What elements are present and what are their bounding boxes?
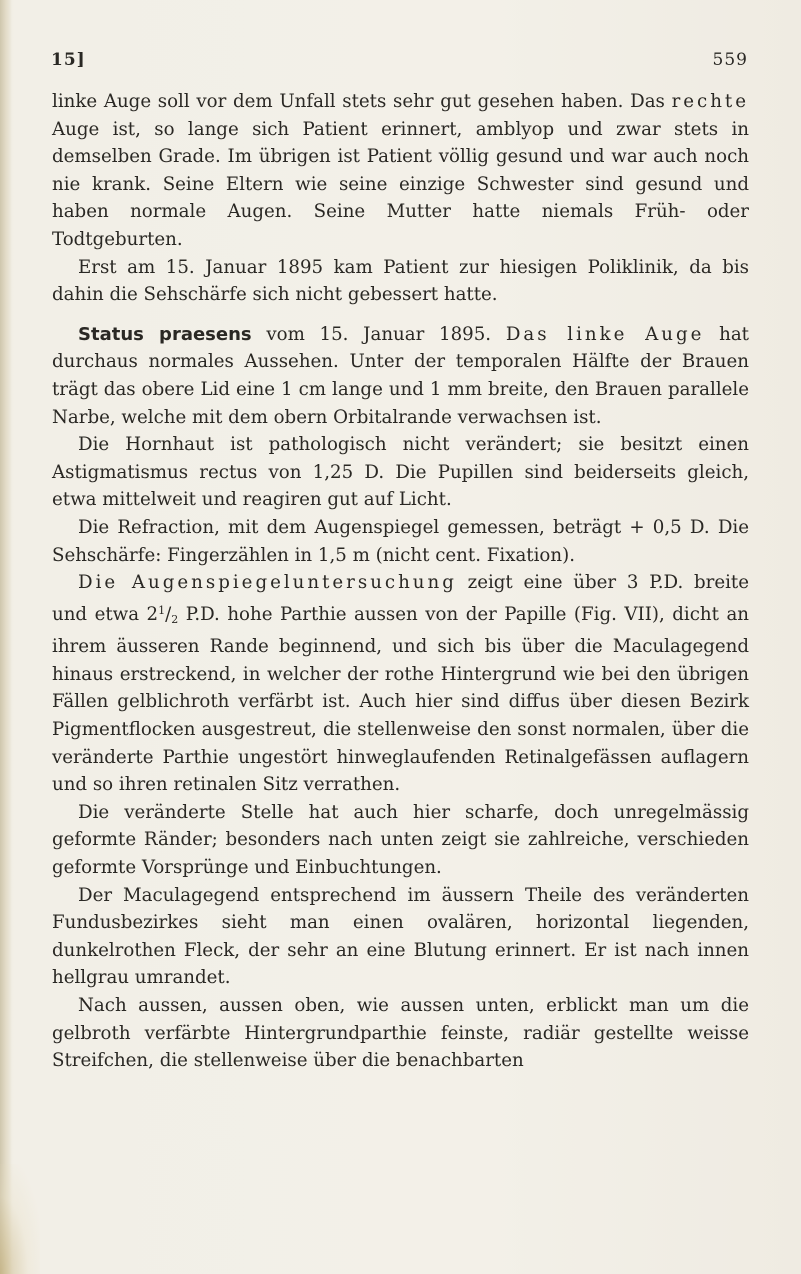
fraction-numerator: 1 <box>158 603 166 617</box>
paragraph-raender: Die veränderte Stelle hat auch hier scharfe, doch unregelmässig geformte Ränder; besonders nach unten zeigt sie zahlreiche, verschieden geformte Vorsprünge und Einbuchtungen. <box>52 801 749 879</box>
paragraph-2: Erst am 15. Januar 1895 kam Patient zur hiesigen Poliklinik, da bis dahin die Sehschärfe sich nicht gebessert hatte. <box>52 256 749 306</box>
spine-shadow <box>0 0 12 1274</box>
paragraph-augenspiegel: Die Augenspiegeluntersuchung zeigt eine über 3 P.D. breite und etwa $2^1/_2$ P.D. hohe Parthie aussen von der Papille (Fig. VII), dicht an ihrem äusseren Rande beginnend, und sich bis über die Maculagegend hinaus erstreckend, in welcher der rothe Hintergrund wie bei den übrigen Fällen gelblichroth verfärbt ist. Auch hier sind diffus über diesen Bezirk Pigmentflocken ausgestreut, die stellenweise den sonst normalen, über die veränderte Parthie ungestört hinweglaufenden Retinalgefässen auflagern und so ihren retinalen Sitz verrathen. <box>52 572 749 796</box>
emphasis-rechte: rechte <box>671 91 749 112</box>
paper-stain <box>0 1164 40 1274</box>
paragraph-status-praesens: Status praesens vom 15. Januar 1895. Das linke Auge hat durchaus normales Aussehen. Unter der temporalen Hälfte der Brauen trägt das obere Lid eine 1 cm lange und 1 mm breite, den Brauen parallele Narbe, welche mit dem obern Orbitalrande verwachsen ist. <box>52 323 749 428</box>
emphasis-augenspiegeluntersuchung: Die Augenspiegeluntersuchung <box>78 572 457 594</box>
paragraph-streifchen: Nach aussen, aussen oben, wie aussen unten, erblickt man um die gelbroth verfärbte Hintergrundparthie feinste, radiär gestellte weisse Streifchen, die stellenweise über die benachbarten <box>52 995 749 1072</box>
fraction-denominator: 2 <box>171 612 179 626</box>
paragraph-maculagegend: Der Maculagegend entsprechend im äussern Theile des veränderten Fundusbezirkes sieht man einen ovalären, horizontal liegenden, dunkelrothen Fleck, der sehr an eine Blutung erinnert. Er ist nach innen hellgrau umrandet. <box>52 884 749 989</box>
paragraph-hornhaut: Die Hornhaut ist pathologisch nicht verändert; sie besitzt einen Astigmatismus rectus von 1,25 D. Die Pupillen sind beiderseits gleich, etwa mittelweit und reagiren gut auf Licht. <box>52 434 749 511</box>
body-text <box>52 88 749 1075</box>
page-number: 559 <box>712 50 748 70</box>
emphasis-das-linke-auge: Das linke Auge <box>505 323 705 345</box>
running-header <box>51 50 748 80</box>
paragraph-1: linke Auge soll vor dem Unfall stets sehr gut gesehen haben. Das rechte Auge ist, so lange sich Patient erinnert, amblyop und zwar stets in demselben Grade. Im übrigen ist Patient völlig gesund und war auch noch nie krank. Seine Eltern wie seine einzige Schwester sind gesund und haben normale Augen. Seine Mutter hatte niemals Früh- oder Todtgeburten. <box>52 91 749 250</box>
chapter-marker: 15] <box>51 50 86 70</box>
section-heading-status-praesens: Status praesens <box>78 323 252 345</box>
paragraph-refraction: Die Refraction, mit dem Augenspiegel gemessen, beträgt + 0,5 D. Die Sehschärfe: Fingerzählen in 1,5 m (nicht cent. Fixation). <box>52 516 749 566</box>
